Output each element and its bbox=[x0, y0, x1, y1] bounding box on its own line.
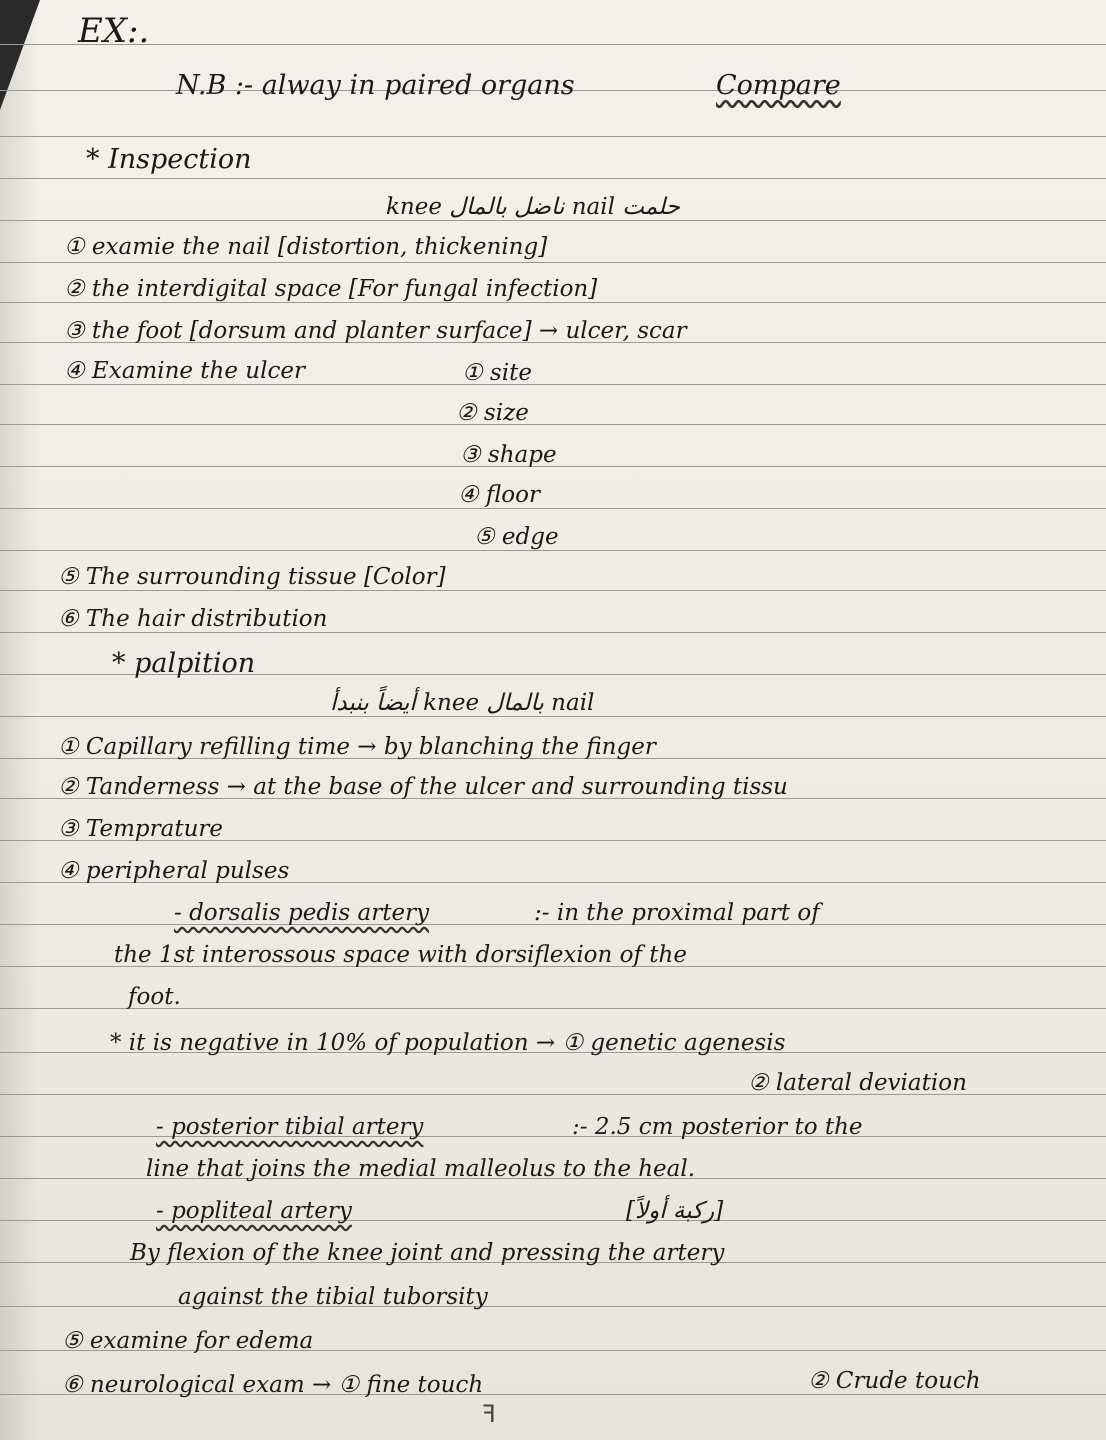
ulcer-point: ③ shape bbox=[460, 442, 557, 468]
posterior-tibial-line: line that joins the medial malleolus to the heal. bbox=[146, 1156, 696, 1182]
page-corner-shadow bbox=[0, 0, 40, 110]
ulcer-point: ② size bbox=[456, 400, 529, 426]
ruled-line bbox=[0, 262, 1106, 263]
popliteal-line: By flexion of the knee joint and pressing the artery bbox=[130, 1240, 725, 1266]
palpation-item: ② Tanderness → at the base of the ulcer and surrounding tissu bbox=[58, 774, 788, 800]
dorsalis-pedis-line: the 1st interossous space with dorsiflexion of the bbox=[114, 942, 687, 968]
note-nb: N.B :- alway in paired organs bbox=[176, 70, 575, 101]
popliteal-note: [ركبة أولاً] bbox=[626, 1198, 724, 1224]
palpation-item: ④ peripheral pulses bbox=[58, 858, 290, 884]
popliteal-line: against the tibial tuborsity bbox=[178, 1284, 488, 1310]
inspection-heading: * Inspection bbox=[86, 144, 252, 175]
ruled-line bbox=[0, 136, 1106, 137]
ruled-line bbox=[0, 178, 1106, 179]
ruled-line bbox=[0, 384, 1106, 385]
inspection-item: ① examie the nail [distortion, thickening] bbox=[64, 234, 548, 260]
ruled-line bbox=[0, 302, 1106, 303]
posterior-tibial-desc: :- 2.5 cm posterior to the bbox=[572, 1114, 863, 1140]
ruled-line bbox=[0, 632, 1106, 633]
ruled-line bbox=[0, 44, 1106, 45]
dorsalis-pedis-heading: - dorsalis pedis artery bbox=[174, 900, 430, 926]
edema-item: ⑤ examine for edema bbox=[62, 1328, 314, 1354]
ruled-line bbox=[0, 590, 1106, 591]
palpation-heading: * palpition bbox=[112, 648, 256, 679]
page-title: EX:. bbox=[78, 11, 150, 51]
note-nb-compare: Compare bbox=[716, 70, 841, 101]
palpation-subtitle: أيضاً بنبدأ knee بالمال nail bbox=[330, 690, 595, 716]
neurological-item-b: ② Crude touch bbox=[808, 1368, 981, 1394]
posterior-tibial-heading: - posterior tibial artery bbox=[156, 1114, 424, 1140]
page-mark-icon: ꟻ bbox=[482, 1400, 496, 1428]
inspection-item: ⑤ The surrounding tissue [Color] bbox=[58, 564, 446, 590]
negative-note-2: ② lateral deviation bbox=[748, 1070, 967, 1096]
neurological-item: ⑥ neurological exam → ① fine touch bbox=[62, 1372, 484, 1398]
dorsalis-pedis-line: foot. bbox=[128, 984, 181, 1010]
ruled-line bbox=[0, 424, 1106, 425]
ulcer-point: ④ floor bbox=[458, 482, 540, 508]
popliteal-heading: - popliteal artery bbox=[156, 1198, 352, 1224]
inspection-subtitle: knee ناضل بالمال nail حلمت bbox=[386, 194, 680, 220]
inspection-item: ④ Examine the ulcer bbox=[64, 358, 305, 384]
inspection-item: ③ the foot [dorsum and planter surface] → ulcer, scar bbox=[64, 318, 687, 344]
palpation-item: ① Capillary refilling time → by blanching the finger bbox=[58, 734, 656, 760]
ruled-line bbox=[0, 716, 1106, 717]
negative-note: * it is negative in 10% of population → ① genetic agenesis bbox=[110, 1030, 786, 1056]
inspection-item: ⑥ The hair distribution bbox=[58, 606, 328, 632]
ruled-line bbox=[0, 1306, 1106, 1307]
ulcer-point: ⑤ edge bbox=[474, 524, 559, 550]
ruled-line bbox=[0, 550, 1106, 551]
inspection-item: ② the interdigital space [For fungal infection] bbox=[64, 276, 598, 302]
palpation-item: ③ Temprature bbox=[58, 816, 223, 842]
dorsalis-pedis-desc: :- in the proximal part of bbox=[534, 900, 820, 926]
ruled-line bbox=[0, 508, 1106, 509]
ruled-line bbox=[0, 220, 1106, 221]
ulcer-point: ① site bbox=[462, 360, 532, 386]
